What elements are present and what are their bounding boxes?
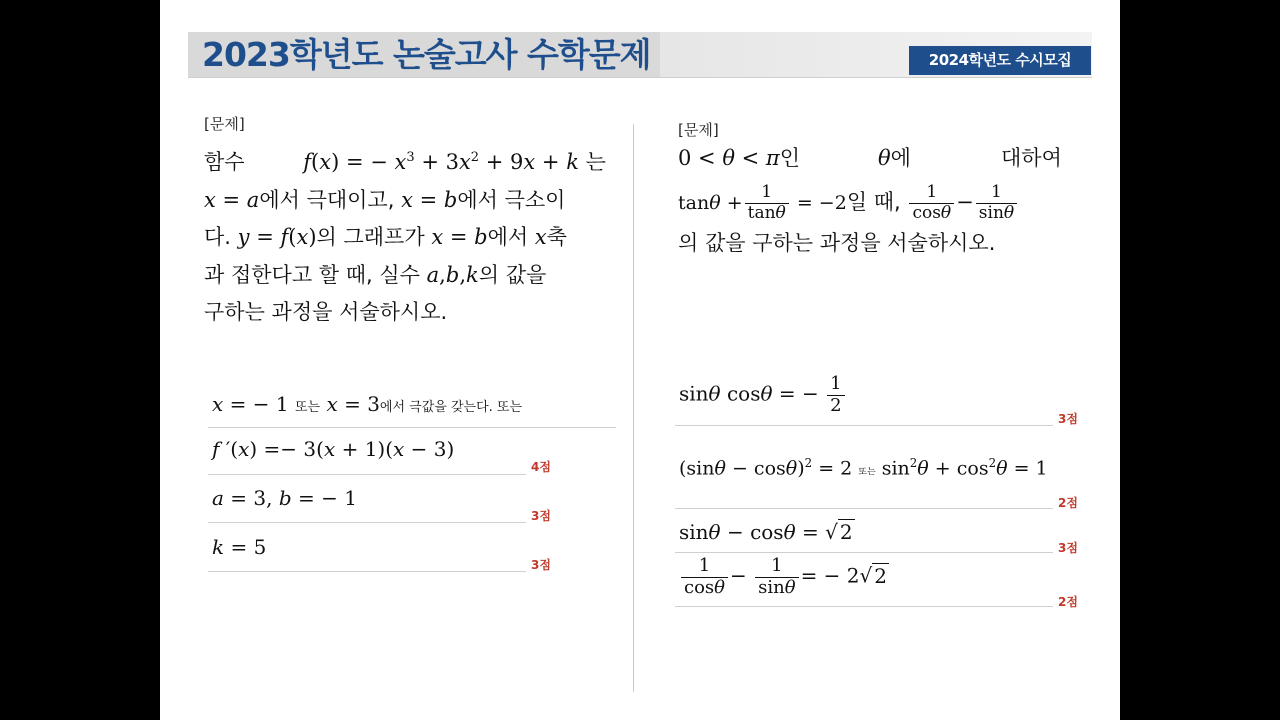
left-line-5: 구하는 과정을 서술하시오.	[204, 300, 448, 324]
right-answer-3: sinθ − cosθ = √ 2	[679, 520, 853, 544]
score-label: 3점	[531, 558, 551, 572]
right-answer-2: $(\sin\theta - \cos\theta)^2 = 2$ 또는 $\sin^2\theta + \cos^2\theta = 1$	[679, 456, 1048, 480]
answer-rule	[675, 425, 1053, 426]
score-label: 4점	[531, 460, 551, 474]
right-problem-text	[678, 140, 1068, 263]
score-label: 2점	[1058, 496, 1078, 510]
function-expression: f	[303, 150, 312, 174]
text-segment: 에	[890, 146, 911, 170]
left-line-3: 다. y = f(x)의 그래프가 x = b에서 x축	[204, 225, 567, 249]
right-answer-1: sinθ cosθ = − $\frac{1}{2}$	[679, 374, 847, 416]
answer-rule	[208, 474, 526, 475]
answer-rule	[208, 427, 616, 428]
score-label: 3점	[531, 509, 551, 523]
left-problem-label: [문제]	[204, 115, 245, 133]
answer-rule	[675, 552, 1053, 553]
left-line-2: x = a에서 극대이고, x = b에서 극소이	[204, 187, 566, 212]
text-segment: 인	[779, 146, 801, 170]
left-line-4: 과 접한다고 할 때, 실수 a,b,k의 값을	[204, 262, 547, 287]
right-answer-4: $\frac{1}{\cos\theta}$ − $\frac{1}{\sin\theta}$ = − 2√ 2	[679, 556, 889, 598]
answer-rule	[208, 571, 526, 572]
right-line-2: tanθ + $\frac{1}{\tan\theta}$ = −2일 때, $\frac{1}{\cos\theta}$ − $\frac{1}{\sin\theta}$	[678, 183, 1068, 223]
text-segment: 에서 극값을 갖는다. 또는	[379, 400, 523, 415]
text-segment: 과 접한다고 할 때, 실수	[204, 262, 420, 287]
left-answer-3: a = 3, b = − 1	[212, 486, 357, 510]
answer-rule	[208, 522, 526, 523]
left-answer-1: x = − 1 또는 x = 3에서 극값을 갖는다. 또는	[212, 392, 523, 416]
left-answer-4: k = 5	[212, 535, 267, 559]
text-segment: 함수	[204, 150, 245, 174]
score-label: 3점	[1058, 541, 1078, 555]
text-segment: 에서	[487, 225, 529, 249]
slide	[160, 0, 1120, 720]
score-label: 3점	[1058, 412, 1078, 426]
header-rule	[188, 77, 1092, 78]
text-segment: 또는	[294, 400, 321, 415]
text-segment: 에서 극소이	[457, 187, 566, 212]
left-line-1: 함수 f(x) = − $x^3 + 3x^2 + 9x + k$ 는	[204, 150, 606, 174]
answer-rule	[675, 606, 1053, 607]
admission-badge: 2024학년도 수시모집	[909, 46, 1091, 75]
right-problem-label: [문제]	[678, 121, 719, 139]
text-segment: 는	[585, 150, 606, 174]
text-segment: 에서 극대이고,	[259, 187, 395, 212]
left-problem-text	[204, 139, 606, 332]
text-segment: 의 그래프가	[316, 225, 425, 249]
answer-rule	[675, 508, 1053, 509]
text-segment: 의 값을	[478, 262, 547, 287]
right-line-1: 0 < θ < π인 θ에 대하여	[678, 140, 1068, 177]
text-segment: 또는	[858, 467, 876, 478]
right-line-3: 의 값을 구하는 과정을 서술하시오.	[678, 231, 996, 256]
left-answer-2: f ′(x) =− 3(x + 1)(x − 3)	[212, 437, 455, 461]
text-segment: 다.	[204, 225, 231, 249]
text-segment: 일 때,	[846, 190, 901, 215]
score-label: 2점	[1058, 595, 1078, 609]
column-divider	[633, 124, 634, 692]
text-segment: 대하여	[1001, 146, 1062, 170]
text-segment: 축	[546, 225, 567, 249]
page-title: 2023학년도 논술고사 수학문제	[202, 35, 651, 74]
